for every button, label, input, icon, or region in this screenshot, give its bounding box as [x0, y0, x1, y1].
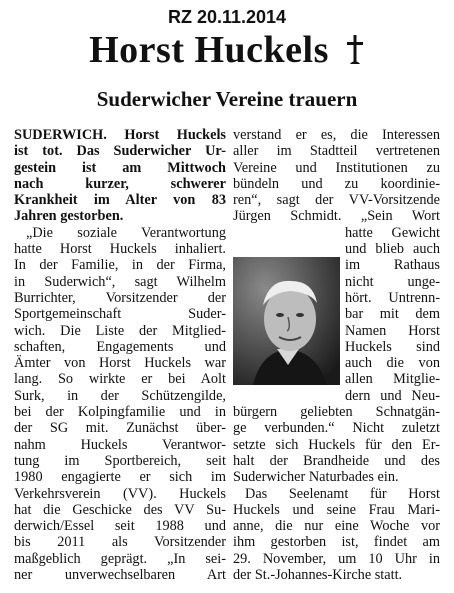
text-line: aller im Stadtteil vertretenen	[233, 143, 440, 160]
text-line: Jahren gestorben.	[14, 208, 124, 225]
text-line: Ämter von Horst Huckels war	[14, 355, 226, 372]
text-line: bar mit dem	[345, 306, 440, 323]
text-line: Suderwicher Naturbades ein.	[233, 469, 399, 486]
text-line: derwich/Essel seit 1988 und	[14, 518, 226, 535]
text-line: und blieb auch	[345, 241, 440, 258]
text-line: der St.-Johannes-Kirche statt.	[233, 567, 403, 584]
text-line: maßgeblich geprägt. „In sei-	[14, 550, 226, 567]
subheadline: Suderwicher Vereine trauern	[96, 87, 358, 111]
text-line: Sportgemeinschaft Suder-	[14, 306, 226, 323]
text-line: lang. So wirkte er bei Aolt	[14, 371, 226, 388]
text-line: bürgern geliebten Schnatgän-	[233, 404, 440, 421]
text-line: In der Familie, in der Firma,	[14, 257, 226, 274]
text-line: wich. Die Liste der Mitglied-	[14, 322, 226, 339]
date-stamp: RZ 20.11.2014	[167, 7, 287, 27]
text-line: allen Mitglie-	[345, 371, 440, 388]
text-line: gestein ist am Mittwoch	[14, 159, 226, 176]
text-line: ihm gestorben ist, findet am	[233, 534, 440, 551]
text-line: 1980 engagierte er sich im	[14, 469, 226, 486]
text-line: anne, die nur eine Woche vor	[233, 518, 440, 535]
text-line: verstand er es, die Interessen	[233, 127, 440, 143]
text-line: im Rathaus	[345, 257, 440, 274]
headline	[0, 26, 454, 76]
text-line: 29. November, um 10 Uhr in	[233, 550, 440, 567]
text-line: hört. Untrenn-	[345, 289, 440, 306]
article-column-right	[233, 127, 440, 583]
text-line: ren“, sagt der VV-Vorsitzende	[233, 192, 440, 209]
text-line: bündeln und zu koordinie-	[233, 175, 440, 192]
text-line: Das Seelenamt für Horst	[245, 485, 440, 502]
text-line: SUDERWICH. Horst Huckels	[14, 127, 226, 143]
text-line: „Die soziale Verantwortung	[26, 224, 226, 241]
text-line: ner unverwechselbaren Art	[14, 567, 226, 584]
text-line: nach kurzer, schwerer	[14, 175, 226, 192]
text-line: Vereine und Institutionen zu	[233, 159, 440, 176]
text-line: ge verbunden.“ Nicht zuletzt	[233, 420, 440, 437]
text-line: Burrichter, Vorsitzender der	[14, 289, 226, 306]
text-line: dern und Neu-	[345, 387, 440, 404]
text-line: schaften, Engagements und	[14, 338, 226, 355]
text-line: ist tot. Das Suderwicher Ur-	[14, 143, 226, 160]
text-line: Jürgen Schmidt. „Sein Wort	[233, 208, 440, 225]
text-line: setzte sich Huckels für den Er-	[233, 436, 440, 453]
text-line: hat die Geschicke des VV Su-	[14, 501, 226, 518]
text-line: Krankheit im Alter von 83	[14, 192, 226, 209]
text-line: nicht unge-	[345, 273, 440, 290]
text-line: nahm Huckels Verantwor-	[14, 436, 226, 453]
latin-cross-icon	[345, 28, 365, 76]
text-line: Surk, in der Schützengilde,	[14, 387, 226, 404]
headline-text: Horst Huckels	[89, 29, 329, 71]
text-line: der SG mit. Zunächst über-	[14, 420, 226, 437]
text-line: tung im Sportbereich, seit	[14, 452, 226, 469]
text-line: Huckels sind	[345, 338, 440, 355]
text-line: in Suderwich“, sagt Wilhelm	[14, 273, 226, 290]
text-line: Verkehrsverein (VV). Huckels	[14, 485, 226, 502]
text-line: halt der Brandheide und des	[233, 452, 440, 469]
text-line: hatte Horst Huckels inhaliert.	[14, 241, 226, 258]
text-line: bei der Kolpingfamilie und in	[14, 404, 226, 421]
text-line: Huckels und seine Frau Mari-	[233, 501, 440, 518]
text-line: bis 2011 als Vorsitzender	[14, 534, 226, 551]
text-line: hatte Gewicht	[345, 224, 440, 241]
article-column-left	[14, 127, 226, 583]
text-line: Namen Horst	[345, 322, 440, 339]
text-line: auch die von	[345, 355, 440, 372]
